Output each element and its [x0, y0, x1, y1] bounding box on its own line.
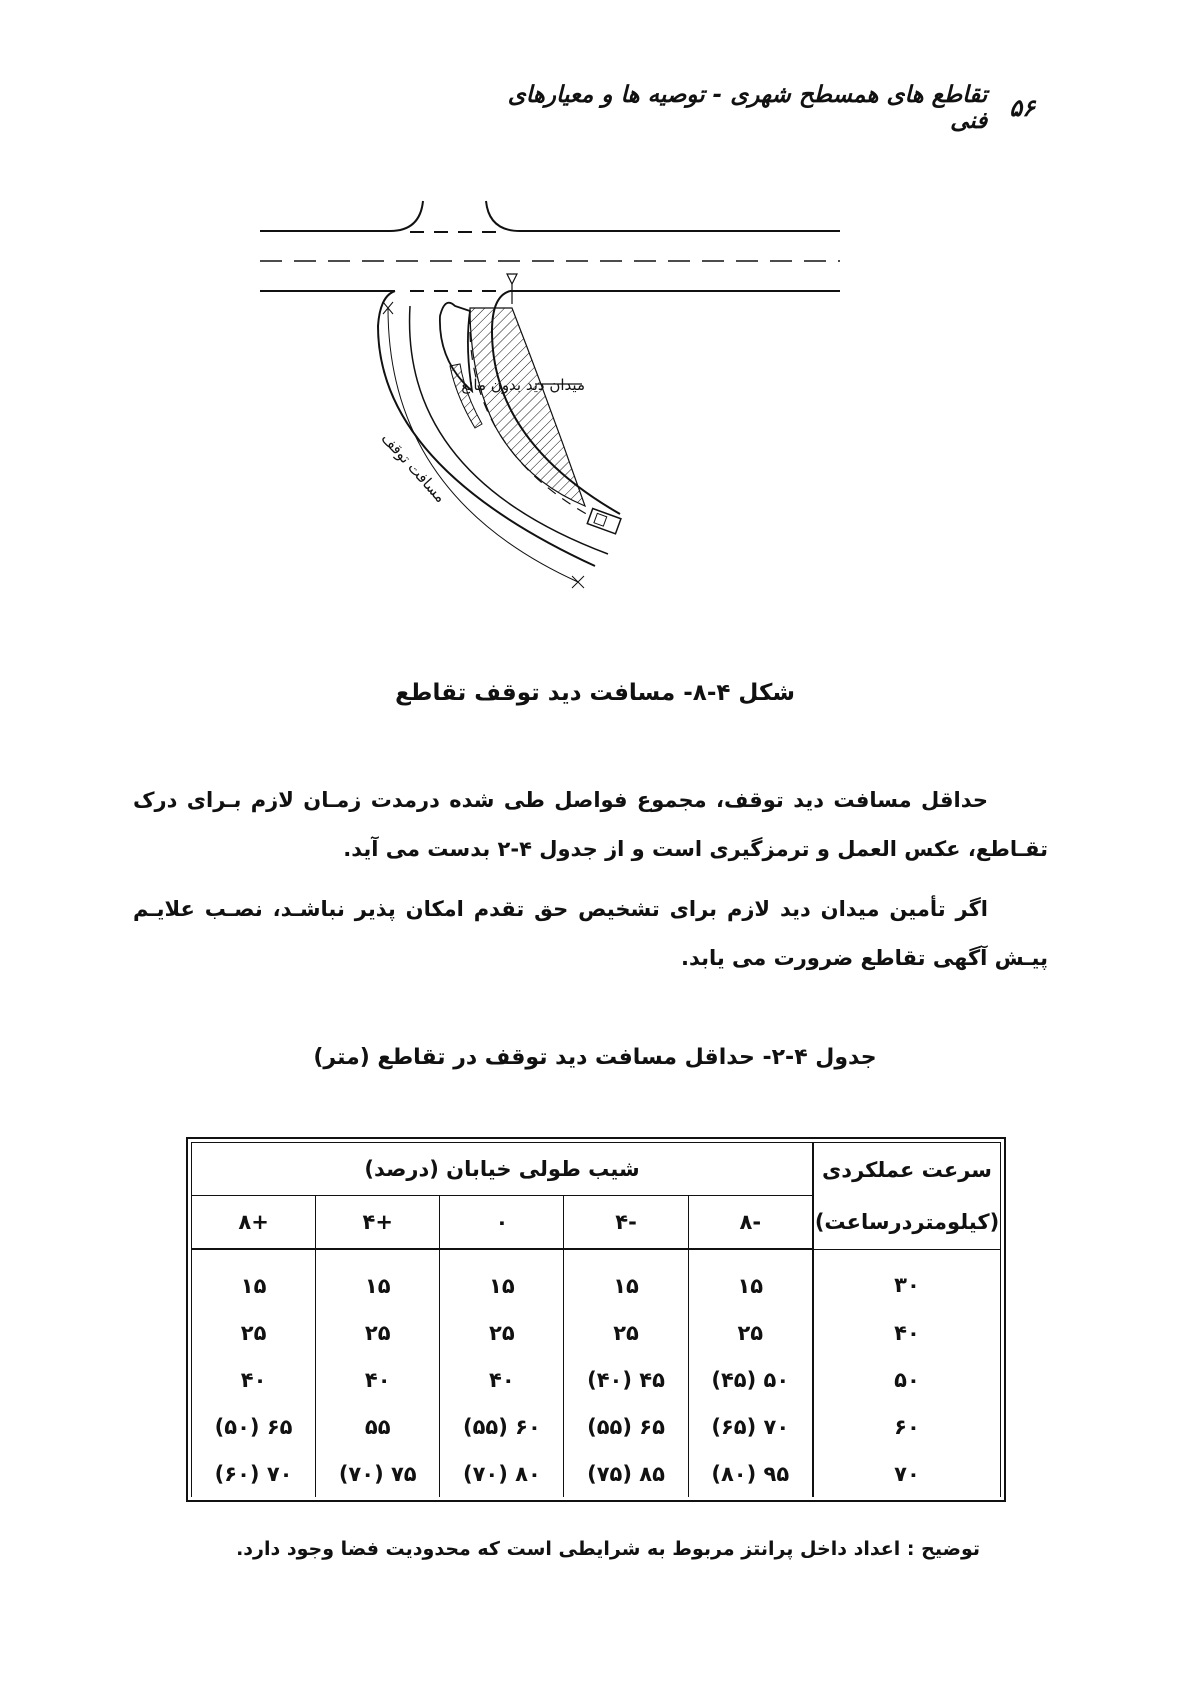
- sight-area-label: میدان دید بدون مانع: [461, 376, 585, 394]
- speed-cell: ۷۰: [813, 1450, 1001, 1497]
- speed-cell: ۶۰: [813, 1403, 1001, 1450]
- stopping-distance-table-frame: [186, 1137, 1006, 1502]
- value-cell: ۲۵: [192, 1309, 316, 1356]
- value-cell: ۱۵: [316, 1249, 440, 1309]
- running-title: تقاطع های همسطح شهری - توصیه ها و معیارهای فنی: [507, 82, 988, 134]
- value-cell: ۴۰: [192, 1356, 316, 1403]
- table-row: [192, 1309, 1001, 1356]
- value-cell: ۵۰ (۴۵): [688, 1356, 813, 1403]
- speed-cell: ۳۰: [813, 1249, 1001, 1309]
- speed-header: [813, 1143, 1001, 1250]
- table-row: [192, 1249, 1001, 1309]
- road-top-edge-right: [486, 201, 840, 231]
- figure-caption: شکل ۴-۸- مسافت دید توقف تقاطع: [395, 680, 795, 706]
- value-cell: ۸۵ (۷۵): [564, 1450, 688, 1497]
- table-row: [192, 1450, 1001, 1497]
- page-header: [470, 82, 1035, 134]
- value-cell: ۴۰: [440, 1356, 564, 1403]
- value-cell: ۲۵: [688, 1309, 813, 1356]
- speed-header-line2: (کیلومتردرساعت): [814, 1209, 1000, 1234]
- value-cell: ۱۵: [688, 1249, 813, 1309]
- speed-header-line1: سرعت عملکردی: [822, 1157, 992, 1182]
- value-cell: ۱۵: [192, 1249, 316, 1309]
- slope-header: شیب طولی خیابان (درصد): [192, 1143, 814, 1196]
- value-cell: ۹۵ (۸۰): [688, 1450, 813, 1497]
- sight-triangle-hatched: [470, 308, 585, 506]
- paragraph-1-text: حداقل مسافت دید توقف، مجموع فواصل طی شده درمدت زمـان لازم بـرای درک تقـاطع، عکس العمل و ترمزگیری است و از جدول ۴-۲ بدست می آید.: [133, 788, 1048, 861]
- slope-col-header: ۰: [440, 1196, 564, 1250]
- value-cell: ۵۵: [316, 1403, 440, 1450]
- value-cell: ۶۵ (۵۰): [192, 1403, 316, 1450]
- speed-cell: ۴۰: [813, 1309, 1001, 1356]
- value-cell: ۱۵: [564, 1249, 688, 1309]
- slope-col-header: +۸: [192, 1196, 316, 1250]
- paragraph-2-text: اگر تأمین میدان دید لازم برای تشخیص حق تقدم امکان پذیر نباشـد، نصـب علایـم پیـش آگهی تقاطع ضرورت می یابد.: [133, 897, 1048, 970]
- page-number: ۵۶: [1009, 94, 1035, 122]
- table-row: [192, 1356, 1001, 1403]
- value-cell: ۷۰ (۶۵): [688, 1403, 813, 1450]
- slope-col-header: -۸: [688, 1196, 813, 1250]
- value-cell: ۷۵ (۷۰): [316, 1450, 440, 1497]
- value-cell: ۲۵: [564, 1309, 688, 1356]
- speed-cell: ۵۰: [813, 1356, 1001, 1403]
- value-cell: ۲۵: [440, 1309, 564, 1356]
- value-cell: ۶۰ (۵۵): [440, 1403, 564, 1450]
- table-row: [192, 1403, 1001, 1450]
- table-note: توضیح : اعداد داخل پرانتز مربوط به شرایطی است که محدودیت فضا وجود دارد.: [236, 1538, 980, 1560]
- slope-col-header: -۴: [564, 1196, 688, 1250]
- value-cell: ۴۰: [316, 1356, 440, 1403]
- value-cell: ۸۰ (۷۰): [440, 1450, 564, 1497]
- value-cell: ۶۵ (۵۵): [564, 1403, 688, 1450]
- intersection-figure: [260, 196, 920, 656]
- stopping-distance-table: [191, 1142, 1001, 1497]
- value-cell: ۱۵: [440, 1249, 564, 1309]
- stop-distance-label: مسافت توقف: [377, 429, 450, 507]
- stopping-sight-distance-diagram: [260, 196, 920, 656]
- road-top-edge-left: [260, 201, 423, 231]
- value-cell: ۲۵: [316, 1309, 440, 1356]
- paragraph-stopping-distance: [133, 776, 1048, 874]
- slope-col-header: +۴: [316, 1196, 440, 1250]
- observer-marker-icon: [507, 274, 517, 284]
- value-cell: ۷۰ (۶۰): [192, 1450, 316, 1497]
- table-caption: جدول ۴-۲- حداقل مسافت دید توقف در تقاطع (متر): [313, 1045, 877, 1070]
- value-cell: ۴۵ (۴۰): [564, 1356, 688, 1403]
- paragraph-warning-signs: [133, 885, 1048, 983]
